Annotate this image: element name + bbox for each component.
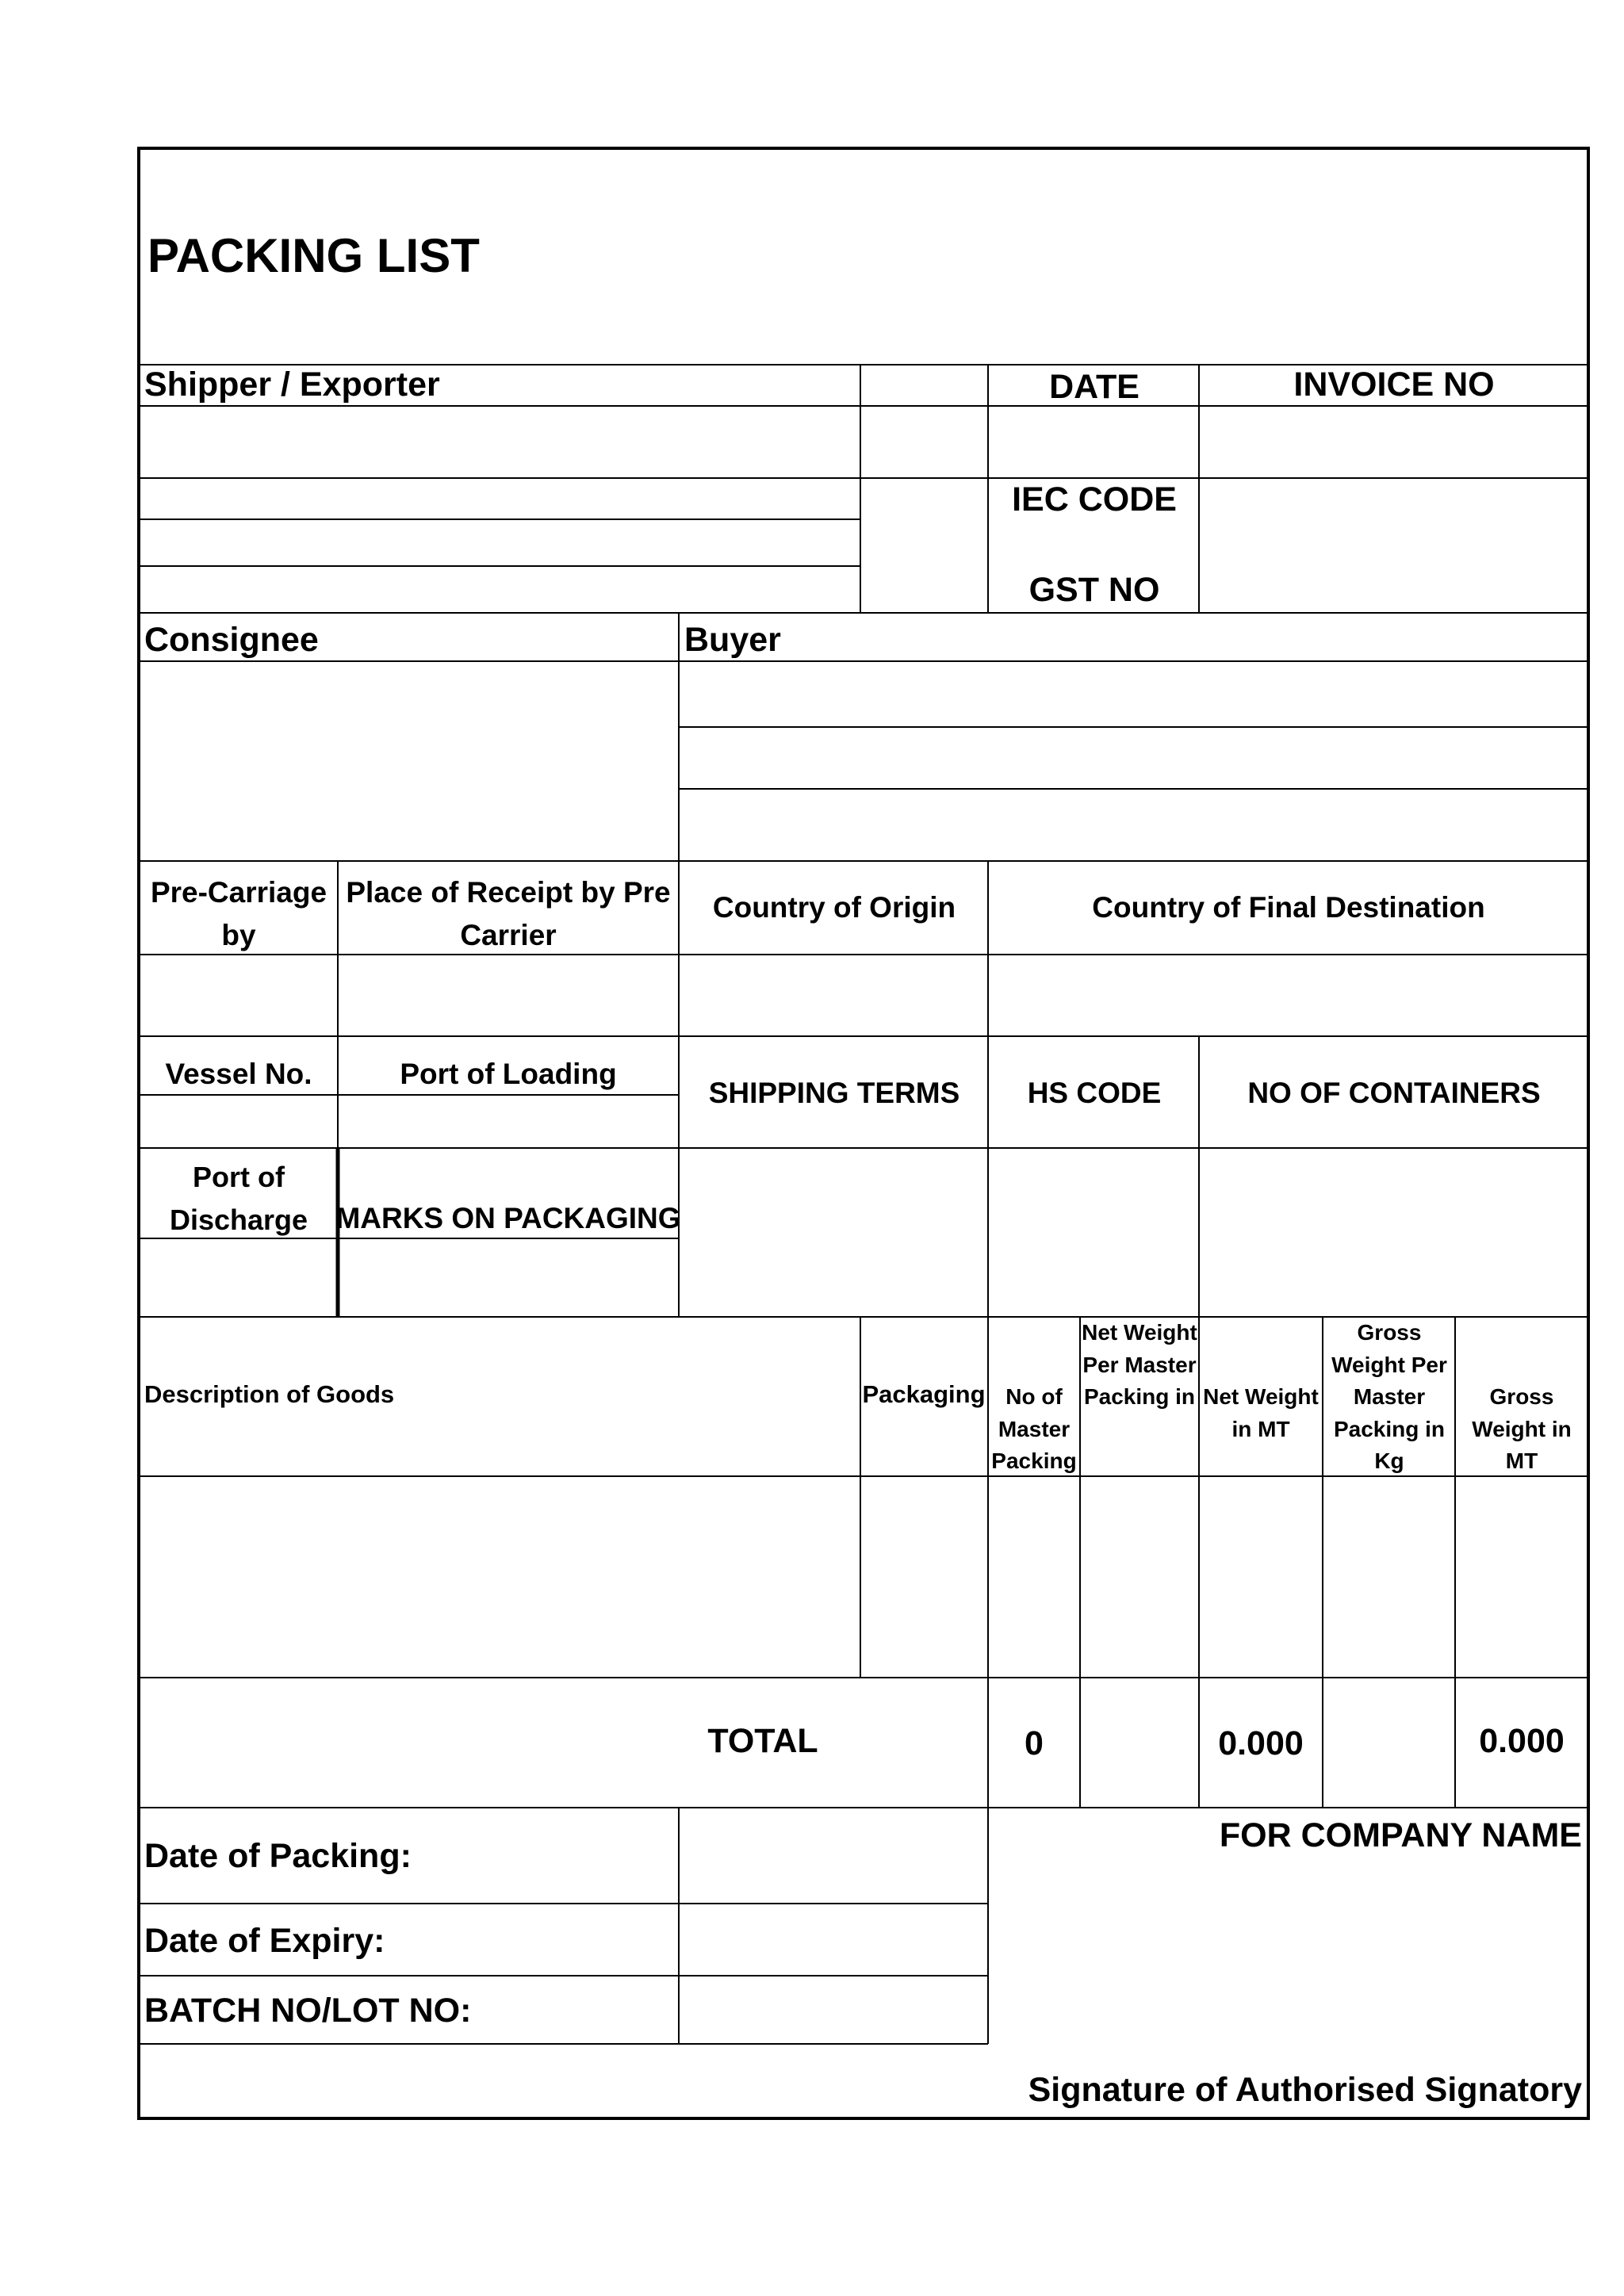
gross-weight-per-master-packing-header: Gross Weight Per Master Packing in Kg	[1331, 1320, 1447, 1473]
total-label: TOTAL	[707, 1722, 818, 1760]
total-no-of-master-packing-value: 0	[1025, 1724, 1044, 1762]
batch-lot-no-label: BATCH NO/LOT NO:	[144, 1992, 472, 2030]
gross-weight-in-mt-header: Gross Weight in MT	[1472, 1384, 1572, 1473]
date-of-packing-label: Date of Packing:	[144, 1837, 412, 1875]
buyer-label: Buyer	[684, 621, 781, 659]
no-of-containers-label: NO OF CONTAINERS	[1247, 1077, 1541, 1109]
pre-carriage-label: Pre-Carriage by	[150, 876, 327, 951]
place-of-receipt-label: Place of Receipt by Pre Carrier	[346, 876, 671, 951]
gst-no-label: GST NO	[1028, 571, 1160, 609]
description-of-goods-header: Description of Goods	[144, 1380, 395, 1408]
total-gross-weight-value: 0.000	[1479, 1722, 1565, 1760]
port-of-loading-label: Port of Loading	[400, 1058, 617, 1090]
vessel-no-label: Vessel No.	[165, 1058, 312, 1090]
for-company-name-label: FOR COMPANY NAME	[1219, 1816, 1582, 1854]
packaging-header: Packaging	[862, 1380, 986, 1408]
no-of-master-packing-header: No of Master Packing	[991, 1384, 1077, 1473]
invoice-no-label: INVOICE NO	[1293, 365, 1495, 404]
shipper-exporter-label: Shipper / Exporter	[144, 365, 440, 404]
marks-on-packaging-label: MARKS ON PACKAGING	[335, 1202, 681, 1234]
page-title: PACKING LIST	[147, 229, 480, 282]
shipping-terms-label: SHIPPING TERMS	[708, 1077, 960, 1109]
hs-code-label: HS CODE	[1027, 1077, 1162, 1109]
consignee-label: Consignee	[144, 621, 319, 659]
port-of-discharge-label: Port of Discharge	[169, 1161, 308, 1236]
net-weight-per-master-packing-header: Net Weight Per Master Packing in	[1082, 1320, 1197, 1409]
authorised-signatory-label: Signature of Authorised Signatory	[1028, 2071, 1582, 2109]
country-of-origin-label: Country of Origin	[712, 891, 956, 924]
date-of-expiry-label: Date of Expiry:	[144, 1922, 385, 1960]
date-label: DATE	[1049, 368, 1139, 406]
iec-code-label: IEC CODE	[1012, 480, 1177, 519]
total-net-weight-value: 0.000	[1218, 1724, 1304, 1762]
country-of-final-destination-label: Country of Final Destination	[1092, 891, 1485, 924]
net-weight-in-mt-header: Net Weight in MT	[1203, 1384, 1319, 1441]
